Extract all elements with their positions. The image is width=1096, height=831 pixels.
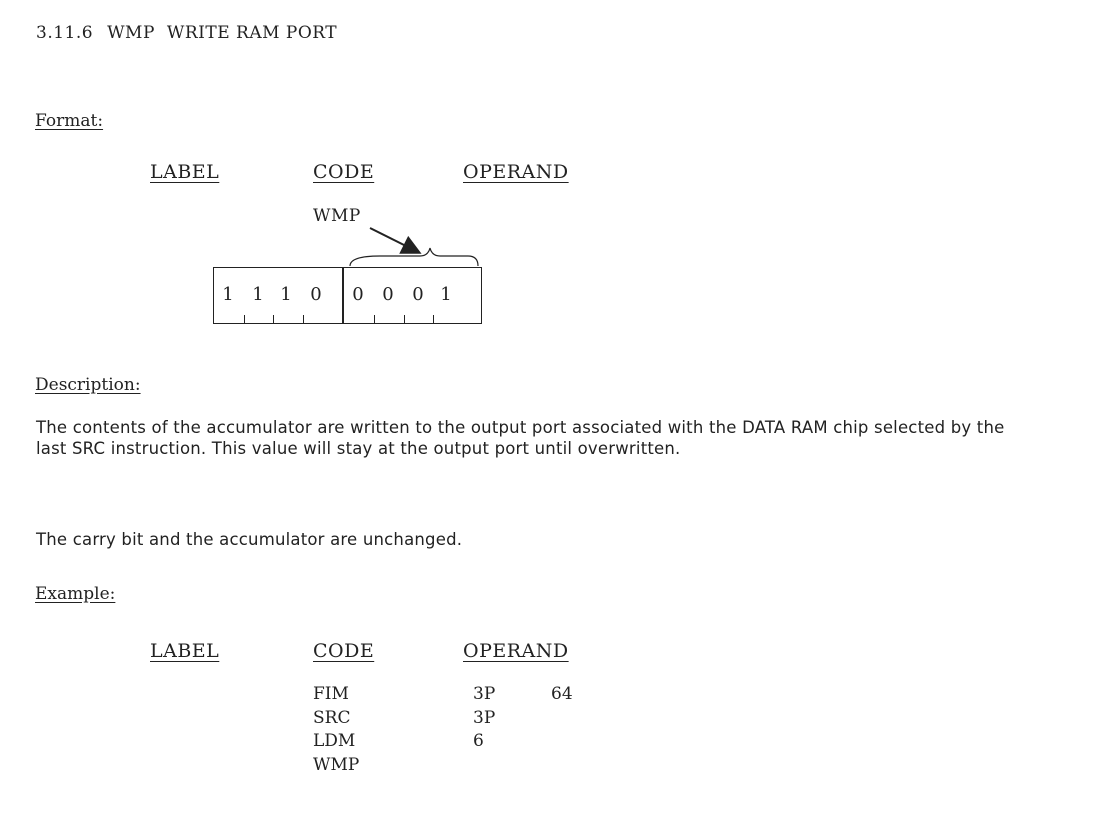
bit-tick [273, 315, 274, 323]
bit-tick [374, 315, 375, 323]
description-paragraph-2: The carry bit and the accumulator are unchanged. [36, 530, 463, 549]
example-code: FIM [313, 684, 349, 704]
example-code: LDM [313, 731, 356, 751]
nibble-divider [342, 268, 344, 323]
opcode-bit: 0 [310, 284, 322, 305]
arrow-line [370, 228, 418, 252]
example-operand: 6 [473, 731, 484, 751]
example-col-operand: OPERAND [463, 640, 569, 662]
opcode-box [213, 267, 482, 324]
format-col-code: CODE [313, 161, 375, 183]
bit-tick [404, 315, 405, 323]
bit-tick [303, 315, 304, 323]
example-label: Example: [35, 584, 116, 604]
example-operand-2: 64 [551, 684, 573, 704]
section-number: 3.11.6 [36, 23, 94, 43]
example-code: SRC [313, 708, 351, 728]
format-col-operand: OPERAND [463, 161, 569, 183]
example-operand: 3P [473, 684, 496, 704]
bit-tick [433, 315, 434, 323]
section-heading [36, 23, 337, 43]
example-col-code: CODE [313, 640, 375, 662]
description-label: Description: [35, 375, 141, 395]
opcode-bit: 0 [412, 284, 424, 305]
section-mnemonic: WMP [107, 23, 155, 43]
example-col-label: LABEL [150, 640, 220, 662]
opcode-bit: 0 [382, 284, 394, 305]
format-code-mnemonic: WMP [313, 206, 361, 226]
opcode-bit: 1 [440, 284, 452, 305]
format-label: Format: [35, 111, 104, 131]
operand-brace-arrow [340, 222, 490, 272]
description-paragraph-1: The contents of the accumulator are written to the output port associated with the DATA RAM chip selected by the last SRC instruction. This value will stay at the output port until overwritten. [36, 418, 1005, 458]
opcode-bit: 0 [352, 284, 364, 305]
opcode-bit: 1 [280, 284, 292, 305]
example-operand: 3P [473, 708, 496, 728]
format-col-label: LABEL [150, 161, 220, 183]
section-title: WRITE RAM PORT [166, 23, 338, 43]
opcode-bit: 1 [222, 284, 234, 305]
bit-tick [244, 315, 245, 323]
opcode-bit: 1 [252, 284, 264, 305]
example-code: WMP [313, 755, 360, 775]
